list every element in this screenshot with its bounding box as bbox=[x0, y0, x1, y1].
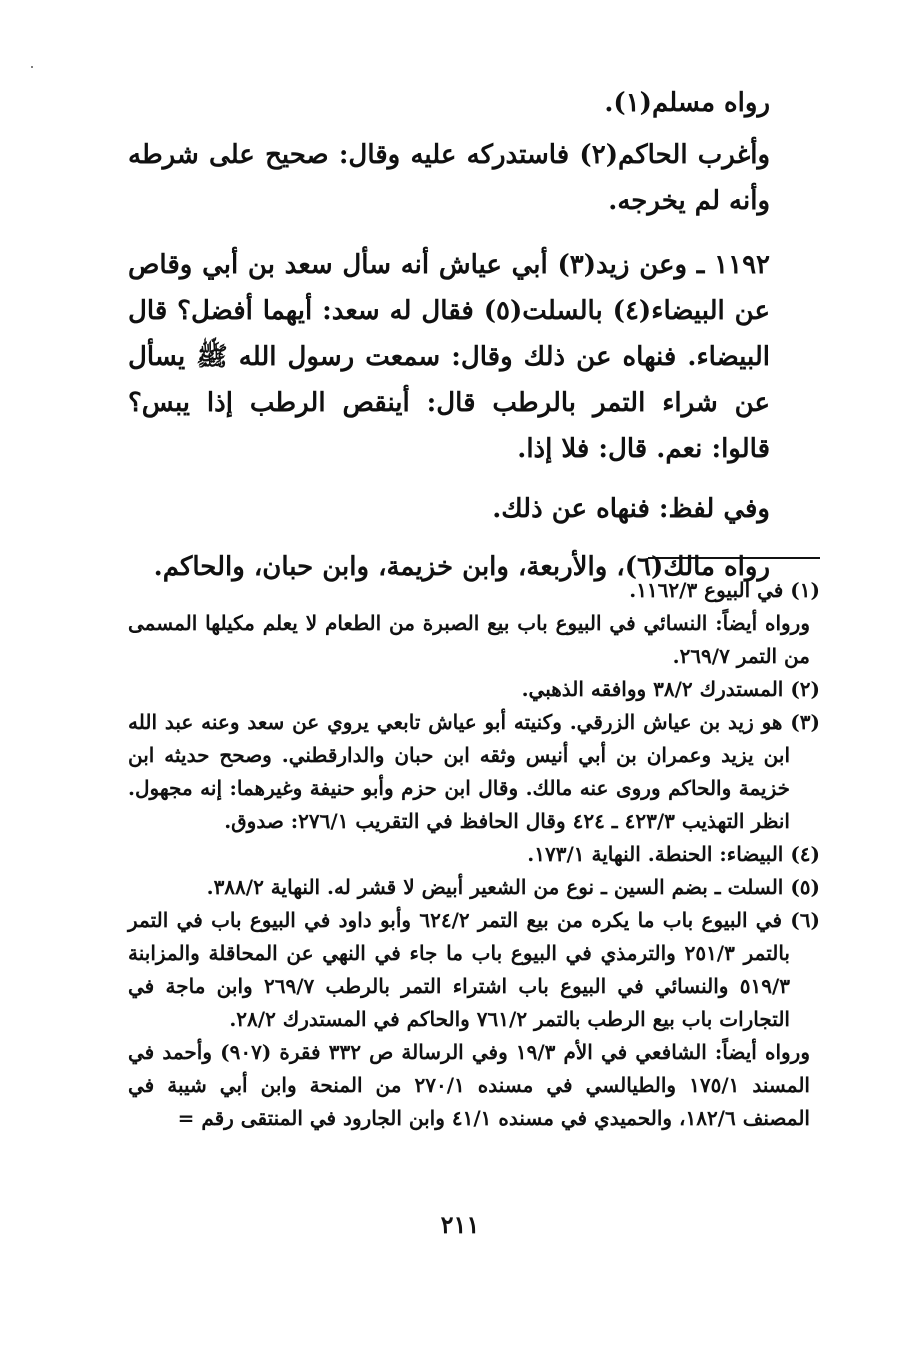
footnote-4: (٤) البيضاء: الحنطة. النهاية ١٧٣/١. bbox=[527, 842, 820, 866]
footnote-6: (٦) في البيوع باب ما يكره من بيع التمر ٦٢٤/٢ وأبو داود في البيوع باب في التمر بالتمر ٢٥١/٣ والترمذي في البيوع باب ما جاء في النهي عن المحاقلة والمزابنة ٥١٩/٣ والنسائي في البيوع باب اشتراء التمر بالرطب ٢٦٩/٧ وابن ماجة في التجارات باب بيع الرطب بالتمر ٧٦١/٢ والحاكم في المستدرك ٢٨/٢. bbox=[128, 908, 820, 1031]
footnote-divider bbox=[648, 557, 820, 559]
footnote-3: (٣) هو زيد بن عياش الزرقي. وكنيته أبو عياش تابعي يروي عن سعد وعنه عبد الله ابن يزيد وعمران بن أبي أنيس وثقه ابن حبان والدارقطني. وصحح حديثه ابن خزيمة والحاكم وروى عنه مالك. وقال ابن حزم وأبو حنيفة وغيرهما: إنه مجهول. انظر التهذيب ٤٢٣/٣ ـ ٤٢٤ وقال الحافظ في التقريب ٢٧٦/١: صدوق. bbox=[128, 710, 820, 833]
footnote-1: (١) في البيوع ١١٦٢/٣. bbox=[629, 578, 820, 602]
main-text bbox=[128, 80, 770, 590]
footnote-2: (٢) المستدرك ٣٨/٢ ووافقه الذهبي. bbox=[521, 677, 820, 701]
scan-speck bbox=[31, 66, 33, 68]
footnote-1-continuation: ورواه أيضاً: النسائي في البيوع باب بيع الصبرة من الطعام لا يعلم مكيلها المسمى من التمر ٢٦٩/٧. bbox=[128, 611, 810, 668]
page-number: ٢١١ bbox=[440, 1210, 480, 1239]
paragraph-hadith-1192: ١١٩٢ ـ وعن زيد(٣) أبي عياش أنه سأل سعد بن أبي وقاص عن البيضاء(٤) بالسلت(٥) فقال له سعد: أيهما أفضل؟ قال البيضاء. فنهاه عن ذلك وقال: سمعت رسول الله ﷺ يسأل عن شراء التمر بالرطب قال: أينقص الرطب إذا يبس؟ قالوا: نعم. قال: فلا إذا. bbox=[128, 250, 771, 464]
paragraph-narrators: رواه مالك(٦)، والأربعة، وابن خزيمة، وابن حبان، والحاكم. bbox=[153, 552, 770, 582]
paragraph-narration-muslim: رواه مسلم(١). bbox=[604, 88, 770, 118]
footnote-5: (٥) السلت ـ بضم السين ـ نوع من الشعير أبيض لا قشر له. النهاية ٣٨٨/٢. bbox=[206, 875, 820, 899]
footnote-6-continuation: ورواه أيضاً: الشافعي في الأم ١٩/٣ وفي الرسالة ص ٣٣٢ فقرة (٩٠٧) وأحمد في المسند ١٧٥/١ والطيالسي في مسنده ٢٧٠/١ من المنحة وابن أبي شيبة في المصنف ١٨٢/٦، والحميدي في مسنده ٤١/١ وابن الجارود في المنتقى رقم = bbox=[128, 1040, 810, 1130]
paragraph-alternate-wording: وفي لفظ: فنهاه عن ذلك. bbox=[492, 494, 770, 524]
footnotes bbox=[128, 574, 820, 1135]
paragraph-hakim-note: وأغرب الحاكم(٢) فاستدركه عليه وقال: صحيح على شرطه وأنه لم يخرجه. bbox=[128, 140, 770, 216]
